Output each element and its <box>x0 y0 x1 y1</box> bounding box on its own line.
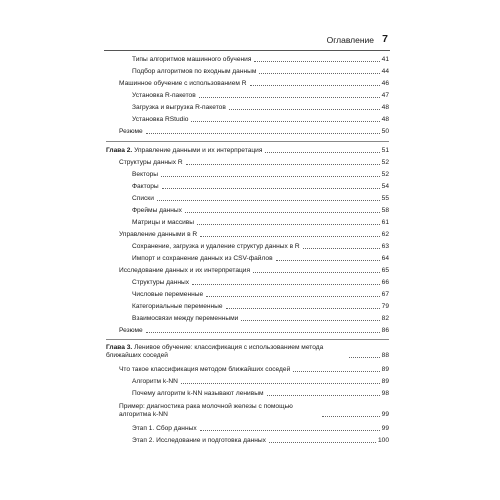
toc-entry-page: 100 <box>377 437 389 444</box>
toc-entry-page: 61 <box>381 219 389 226</box>
toc-entry[interactable] <box>119 231 389 239</box>
toc-entry-title: Почему алгоритм k-NN называют ленивым <box>132 390 264 397</box>
toc-entry-page: 82 <box>381 315 389 322</box>
dot-leader <box>185 212 380 213</box>
dot-leader <box>265 152 379 153</box>
toc-entry-title: Исследование данных и их интерпретация <box>119 267 251 274</box>
toc-entry-title: Управление данными в R <box>119 231 198 238</box>
toc-entry-title: Загрузка и выгрузка R-пакетов <box>132 104 226 111</box>
toc-entry[interactable] <box>132 291 389 299</box>
dot-leader <box>162 188 380 189</box>
dot-leader <box>267 395 380 396</box>
toc-entry-page: 51 <box>381 147 389 154</box>
toc-entry-page: 44 <box>381 68 389 75</box>
toc-entry[interactable] <box>119 80 389 88</box>
dot-leader <box>186 164 380 165</box>
toc-entry-title <box>106 344 346 360</box>
dot-leader <box>206 296 379 297</box>
toc-entry-page: 55 <box>381 195 389 202</box>
dot-leader <box>157 200 380 201</box>
dot-leader <box>254 61 379 62</box>
dot-leader <box>293 371 379 372</box>
toc-entry[interactable] <box>119 159 389 167</box>
toc-entry-title <box>106 147 262 155</box>
toc-entry[interactable] <box>132 315 389 323</box>
toc-entry-page: 48 <box>381 116 389 123</box>
toc-entry[interactable] <box>132 195 389 203</box>
toc-entry[interactable] <box>132 255 389 263</box>
dot-leader <box>199 97 380 98</box>
toc-entry[interactable] <box>132 390 389 398</box>
toc-entry-page: 89 <box>381 378 389 385</box>
toc-entry-page: 64 <box>381 255 389 262</box>
toc-entry[interactable] <box>132 437 389 445</box>
toc-entry-page: 65 <box>381 267 389 274</box>
toc-entry-title: Этап 2. Исследование и подготовка данных <box>132 437 266 444</box>
dot-leader <box>269 442 376 443</box>
toc-entry-title: Факторы <box>132 183 159 190</box>
toc-entry[interactable] <box>119 402 389 419</box>
toc-entry-title: Сохранение, загрузка и удаление структур данных в R <box>132 243 300 250</box>
chapter-title: Управление данными и их интерпретация <box>132 147 263 154</box>
toc-entry-title: Фреймы данных <box>132 207 182 214</box>
dot-leader <box>276 260 380 261</box>
dot-leader <box>253 272 380 273</box>
toc-entry-page: 54 <box>381 183 389 190</box>
chapter-number: Глава 2. <box>106 147 133 154</box>
toc-entry[interactable] <box>132 116 389 124</box>
toc-entry-page: 47 <box>381 92 389 99</box>
toc-entry-page: 99 <box>381 411 389 418</box>
toc-entry-title: Этап 1. Сбор данных <box>132 425 197 432</box>
toc-entry-page: 52 <box>381 171 389 178</box>
chapter-number: Глава 3. <box>106 344 133 351</box>
toc-entry[interactable] <box>132 92 389 100</box>
toc-entry-title: Резюме <box>119 128 143 135</box>
toc-entry-title: Импорт и сохранение данных из CSV-файлов <box>132 255 273 262</box>
dot-leader <box>303 248 380 249</box>
toc-entry-title: Установка RStudio <box>132 116 189 123</box>
dot-leader <box>241 320 379 321</box>
dot-leader <box>191 121 379 122</box>
toc-entry[interactable] <box>132 279 389 287</box>
dot-leader <box>146 332 380 333</box>
toc-entry-title: Векторы <box>132 171 159 178</box>
toc-entry[interactable] <box>132 183 389 191</box>
toc-entry-title: Числовые переменные <box>132 291 204 298</box>
chapter-title: Ленивое обучение: классификация с использованием метода ближайших соседей <box>106 344 324 359</box>
toc-entry[interactable] <box>132 56 389 64</box>
toc-entry-page: 52 <box>381 159 389 166</box>
header-section-title: Оглавление <box>326 35 374 45</box>
dot-leader <box>146 133 380 134</box>
toc-entry[interactable] <box>119 267 389 275</box>
toc-entry-page: 66 <box>381 279 389 286</box>
toc-entry[interactable] <box>132 243 389 251</box>
toc-entry[interactable] <box>132 219 389 227</box>
dot-leader <box>200 430 380 431</box>
header-page-number: 7 <box>382 33 388 45</box>
toc-entry-title: Типы алгоритмов машинного обучения <box>132 56 252 63</box>
toc-entry-page: 67 <box>381 291 389 298</box>
dot-leader <box>349 357 380 358</box>
toc-chapter-entry[interactable] <box>106 147 389 155</box>
toc-entry[interactable] <box>132 171 389 179</box>
toc-entry-title: Пример: диагностика рака молочной железы с помощью алгоритма k-NN <box>119 403 293 418</box>
toc-entry[interactable] <box>132 207 389 215</box>
toc-entry-page: 86 <box>381 327 389 334</box>
dot-leader <box>197 224 380 225</box>
chapter-separator <box>106 339 389 340</box>
toc-entry-title: Взаимосвязи между переменными <box>132 315 239 322</box>
toc-chapter-entry[interactable] <box>106 343 389 360</box>
toc-entry-title: Матрицы и массивы <box>132 219 195 226</box>
toc-entry-title: Структуры данных <box>132 279 190 286</box>
toc-entry-title: Списки <box>132 195 154 202</box>
toc-entry-page: 99 <box>381 425 389 432</box>
toc-entry-page: 46 <box>381 80 389 87</box>
dot-leader <box>181 383 380 384</box>
toc-entry-page: 79 <box>381 303 389 310</box>
dot-leader <box>229 109 380 110</box>
dot-leader <box>226 308 380 309</box>
chapter-separator <box>106 141 389 142</box>
toc-entry-title: Подбор алгоритмов по входным данным <box>132 68 257 75</box>
dot-leader <box>200 236 379 237</box>
toc-entry-title: Категориальные переменные <box>132 303 223 310</box>
toc-entry[interactable] <box>132 378 389 386</box>
toc-entry-title: Машинное обучение с использованием R <box>119 80 247 87</box>
toc-entry-page: 48 <box>381 104 389 111</box>
toc-entry-page: 63 <box>381 243 389 250</box>
dot-leader <box>322 416 380 417</box>
toc-entry-title: Резюме <box>119 327 143 334</box>
dot-leader <box>250 85 380 86</box>
toc-entry[interactable] <box>119 366 389 374</box>
dot-leader <box>259 73 379 74</box>
toc-entry-title: Алгоритм k-NN <box>132 378 178 385</box>
toc-entry[interactable] <box>119 128 389 136</box>
toc-entry-title: Что такое классификация методом ближайших соседей <box>119 366 291 373</box>
toc-entry-page: 58 <box>381 207 389 214</box>
toc-entry-page: 62 <box>381 231 389 238</box>
toc-entry[interactable] <box>132 104 389 112</box>
toc-entry-title: Структуры данных R <box>119 159 183 166</box>
toc-entry[interactable] <box>132 68 389 76</box>
toc-entry-page: 50 <box>381 128 389 135</box>
toc-entry-page: 98 <box>381 390 389 397</box>
toc-entry[interactable] <box>132 303 389 311</box>
dot-leader <box>192 284 380 285</box>
toc-entry[interactable] <box>132 425 389 433</box>
toc-entry-page: 88 <box>381 352 389 359</box>
toc-entry-page: 89 <box>381 366 389 373</box>
toc-entry-title: Установка R-пакетов <box>132 92 196 99</box>
dot-leader <box>161 176 380 177</box>
toc-entry-page: 41 <box>381 56 389 63</box>
toc-entry[interactable] <box>119 327 389 335</box>
